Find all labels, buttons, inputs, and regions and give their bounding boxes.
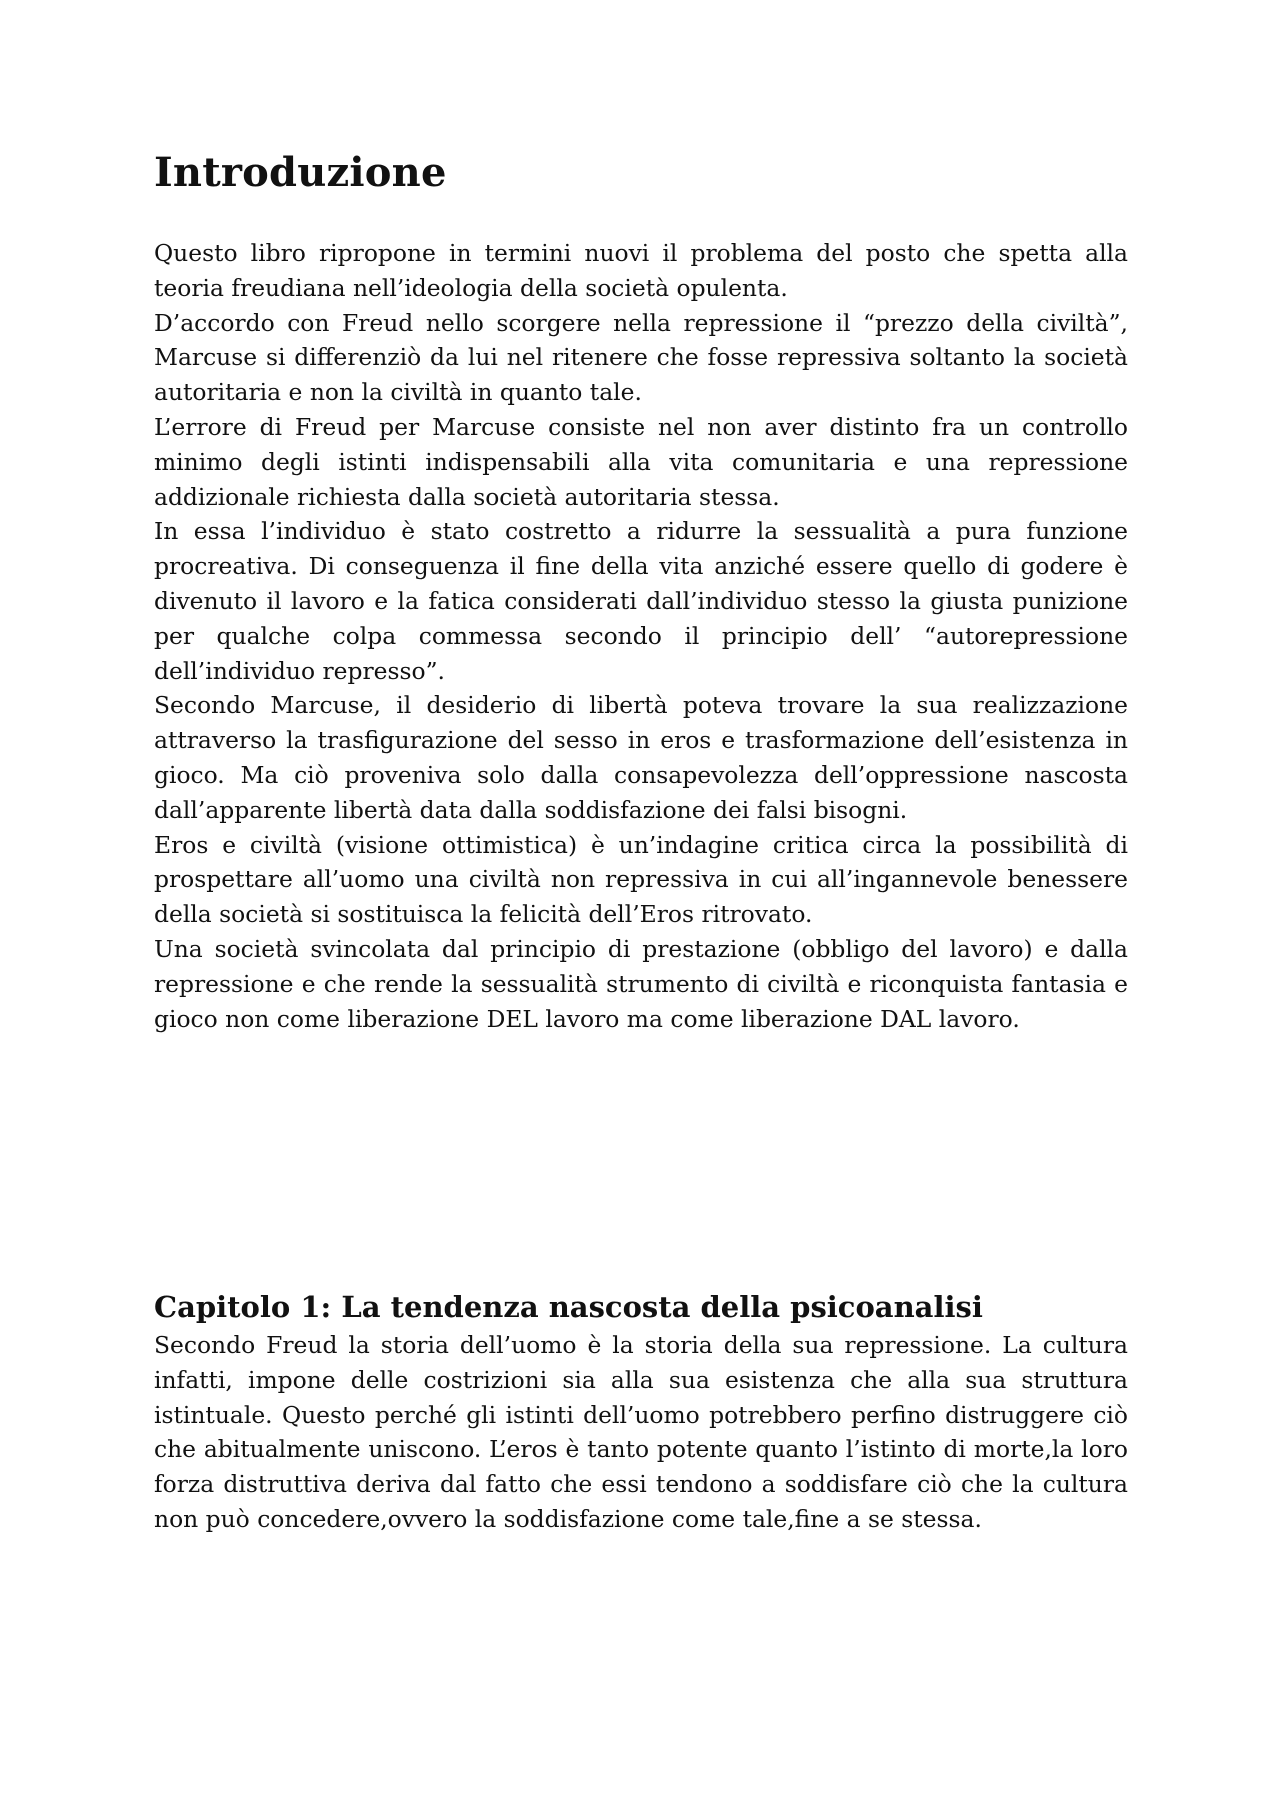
intro-paragraph: In essa l’individuo è stato costretto a ridurre la sessualità a pura funzione procreativa. Di conseguenza il fine della vita anziché essere quello di godere è divenuto il lavoro e la fatica considerati dall’individuo stesso la giusta punizione per qualche colpa commessa secondo il principio dell’ “autorepressione dell’individuo represso”.	[154, 517, 1128, 685]
intro-paragraph: Una società svincolata dal principio di prestazione (obbligo del lavoro) e dalla repressione e che rende la sessualità strumento di civiltà e riconquista fantasia e gioco non come liberazione DEL lavoro ma come liberazione DAL lavoro.	[154, 934, 1128, 1033]
intro-paragraph: Questo libro ripropone in termini nuovi il problema del posto che spetta alla teoria freudiana nell’ideologia della società opulenta.	[154, 239, 1128, 302]
chapter-1-heading: Capitolo 1: La tendenza nascosta della psicoanalisi	[154, 1290, 983, 1324]
intro-paragraph: Secondo Marcuse, il desiderio di libertà poteva trovare la sua realizzazione attraverso la trasfigurazione del sesso in eros e trasformazione dell’esistenza in gioco. Ma ciò proveniva solo dalla consapevolezza dell’oppressione nascosta dall’apparente libertà data dalla soddisfazione dei falsi bisogni.	[154, 691, 1128, 824]
chapter-1-paragraph: Secondo Freud la storia dell’uomo è la storia della sua repressione. La cultura infatti, impone delle costrizioni sia alla sua esistenza che alla sua struttura istintuale. Questo perché gli istinti dell’uomo potrebbero perfino distruggere ciò che abitualmente uniscono. L’eros è tanto potente quanto l’istinto di morte,la loro forza distruttiva deriva dal fatto che essi tendono a soddisfare ciò che la cultura non può concedere,ovvero la soddisfazione come tale,fine a se stessa.	[154, 1331, 1128, 1533]
intro-paragraph: Eros e civiltà (visione ottimistica) è un’indagine critica circa la possibilità di prospettare all’uomo una civiltà non repressiva in cui all’ingannevole benessere della società si sostituisca la felicità dell’Eros ritrovato.	[154, 830, 1128, 929]
introduction-heading: Introduzione	[154, 149, 447, 196]
intro-paragraph: L’errore di Freud per Marcuse consiste nel non aver distinto fra un controllo minimo degli istinti indispensabili alla vita comunitaria e una repressione addizionale richiesta dalla società autoritaria stessa.	[154, 412, 1128, 511]
chapter-1-body	[154, 1328, 1128, 1537]
document-page	[154, 149, 1128, 1533]
intro-paragraph: D’accordo con Freud nello scorgere nella repressione il “prezzo della civiltà”, Marcuse si differenziò da lui nel ritenere che fosse repressiva soltanto la società autoritaria e non la civiltà in quanto tale.	[154, 308, 1128, 407]
introduction-body	[154, 236, 1128, 1036]
